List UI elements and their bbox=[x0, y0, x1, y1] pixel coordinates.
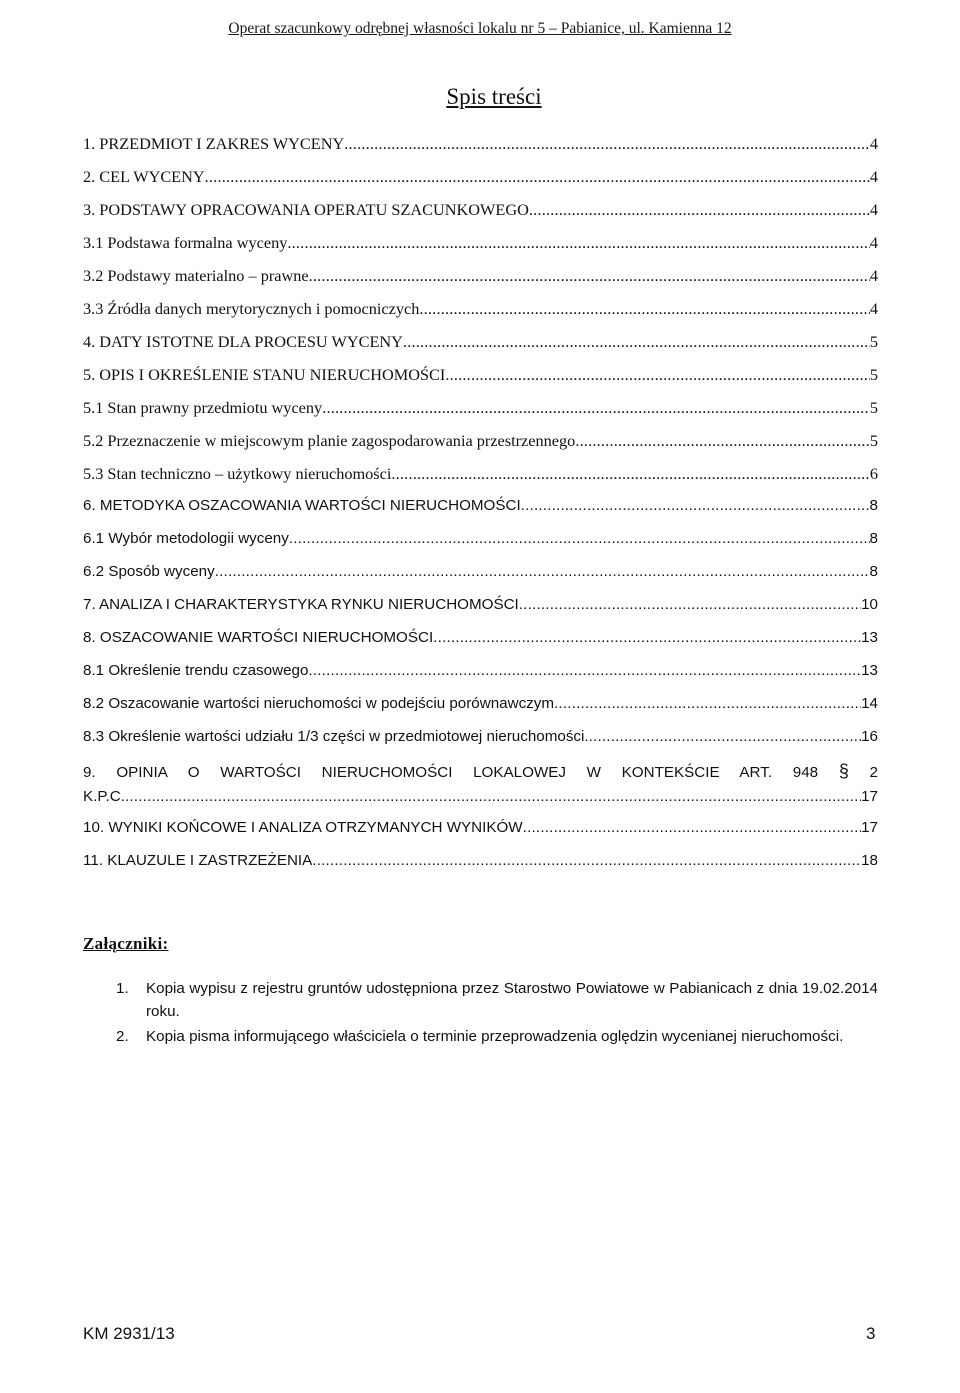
attachment-number: 2. bbox=[116, 1028, 129, 1045]
toc-entry-5-3[interactable]: 5.3 Stan techniczno – użytkowy nieruchomości ..... 6 bbox=[83, 464, 878, 497]
toc-entry-7[interactable]: 7. ANALIZA I CHARAKTERYSTYKA RYNKU NIERUCHOMOŚCI ..... 10 bbox=[83, 596, 878, 629]
section-sign-glyph: § bbox=[838, 761, 849, 781]
page-number: 3 bbox=[866, 1324, 876, 1343]
toc-entry-2[interactable]: 2. CEL WYCENY ..... 4 bbox=[83, 167, 878, 200]
attachment-number: 1. bbox=[116, 980, 129, 997]
toc-entry-4[interactable]: 4. DATY ISTOTNE DLA PROCESU WYCENY ..... 5 bbox=[83, 332, 878, 365]
toc-entry-6-1[interactable]: 6.1 Wybór metodologii wyceny ..... 8 bbox=[83, 530, 878, 563]
toc-entry-10[interactable]: 10. WYNIKI KOŃCOWE I ANALIZA OTRZYMANYCH WYNIKÓW ..... 17 bbox=[83, 819, 878, 852]
toc-entry-8-3[interactable]: 8.3 Określenie wartości udziału 1/3 części w przedmiotowej nieruchomości. ..... 16 bbox=[83, 728, 878, 761]
toc-entry-8-1[interactable]: 8.1 Określenie trendu czasowego ..... 13 bbox=[83, 662, 878, 695]
toc-entry-3-1[interactable]: 3.1 Podstawa formalna wyceny ..... 4 bbox=[83, 233, 878, 266]
document-reference: KM 2931/13 bbox=[83, 1324, 175, 1343]
toc-entry-5-1[interactable]: 5.1 Stan prawny przedmiotu wyceny ..... 5 bbox=[83, 398, 878, 431]
toc-entry-3[interactable]: 3. PODSTAWY OPRACOWANIA OPERATU SZACUNKOWEGO ..... 4 bbox=[83, 200, 878, 233]
toc-entry-8[interactable]: 8. OSZACOWANIE WARTOŚCI NIERUCHOMOŚCI ..... 13 bbox=[83, 629, 878, 662]
toc-entry-9-paragraph-number: 2 bbox=[869, 764, 878, 781]
attachments-heading: Załączniki: bbox=[83, 934, 169, 953]
toc-entry-9[interactable] bbox=[83, 761, 878, 819]
toc-entry-5[interactable]: 5. OPIS I OKREŚLENIE STANU NIERUCHOMOŚCI ..... 5 bbox=[83, 365, 878, 398]
toc-entry-11[interactable]: 11. KLAUZULE I ZASTRZEŻENIA ..... 18 bbox=[83, 852, 878, 885]
toc-entry-5-2[interactable]: 5.2 Przeznaczenie w miejscowym planie zagospodarowania przestrzennego ..... 5 bbox=[83, 431, 878, 464]
toc-entry-3-3[interactable]: 3.3 Źródła danych merytorycznych i pomocniczych ..... 4 bbox=[83, 299, 878, 332]
page-header: Operat szacunkowy odrębnej własności lokalu nr 5 – Pabianice, ul. Kamienna 12 bbox=[228, 20, 732, 37]
toc-entry-6[interactable]: 6. METODYKA OSZACOWANIA WARTOŚCI NIERUCHOMOŚCI ..... 8 bbox=[83, 497, 878, 530]
toc-entry-9-line2: K.P.C. bbox=[83, 788, 125, 805]
toc-entry-3-2[interactable]: 3.2 Podstawy materialno – prawne ..... 4 bbox=[83, 266, 878, 299]
attachment-text: Kopia wypisu z rejestru gruntów udostępniona przez Starostwo Powiatowe w Pabianicach z dnia 19.02.2014 roku. bbox=[146, 980, 878, 1020]
toc-title: Spis treści bbox=[446, 84, 542, 109]
toc-entry-1[interactable]: 1. PRZEDMIOT I ZAKRES WYCENY ..... 4 bbox=[83, 134, 878, 167]
table-of-contents bbox=[83, 134, 878, 885]
attachments-list bbox=[116, 977, 878, 1050]
attachment-item bbox=[116, 1025, 878, 1048]
attachment-item bbox=[116, 977, 878, 1023]
toc-entry-8-2[interactable]: 8.2 Oszacowanie wartości nieruchomości w podejściu porównawczym ..... 14 bbox=[83, 695, 878, 728]
toc-entry-6-2[interactable]: 6.2 Sposób wyceny ..... 8 bbox=[83, 563, 878, 596]
toc-entry-9-line1: 9. OPINIA O WARTOŚCI NIERUCHOMOŚCI LOKALOWEJ W KONTEKŚCIE ART. 948 bbox=[83, 764, 819, 781]
toc-entry-9-page: 17 bbox=[861, 788, 878, 805]
attachment-text: Kopia pisma informującego właściciela o terminie przeprowadzenia oględzin wycenianej nieruchomości. bbox=[146, 1028, 844, 1045]
